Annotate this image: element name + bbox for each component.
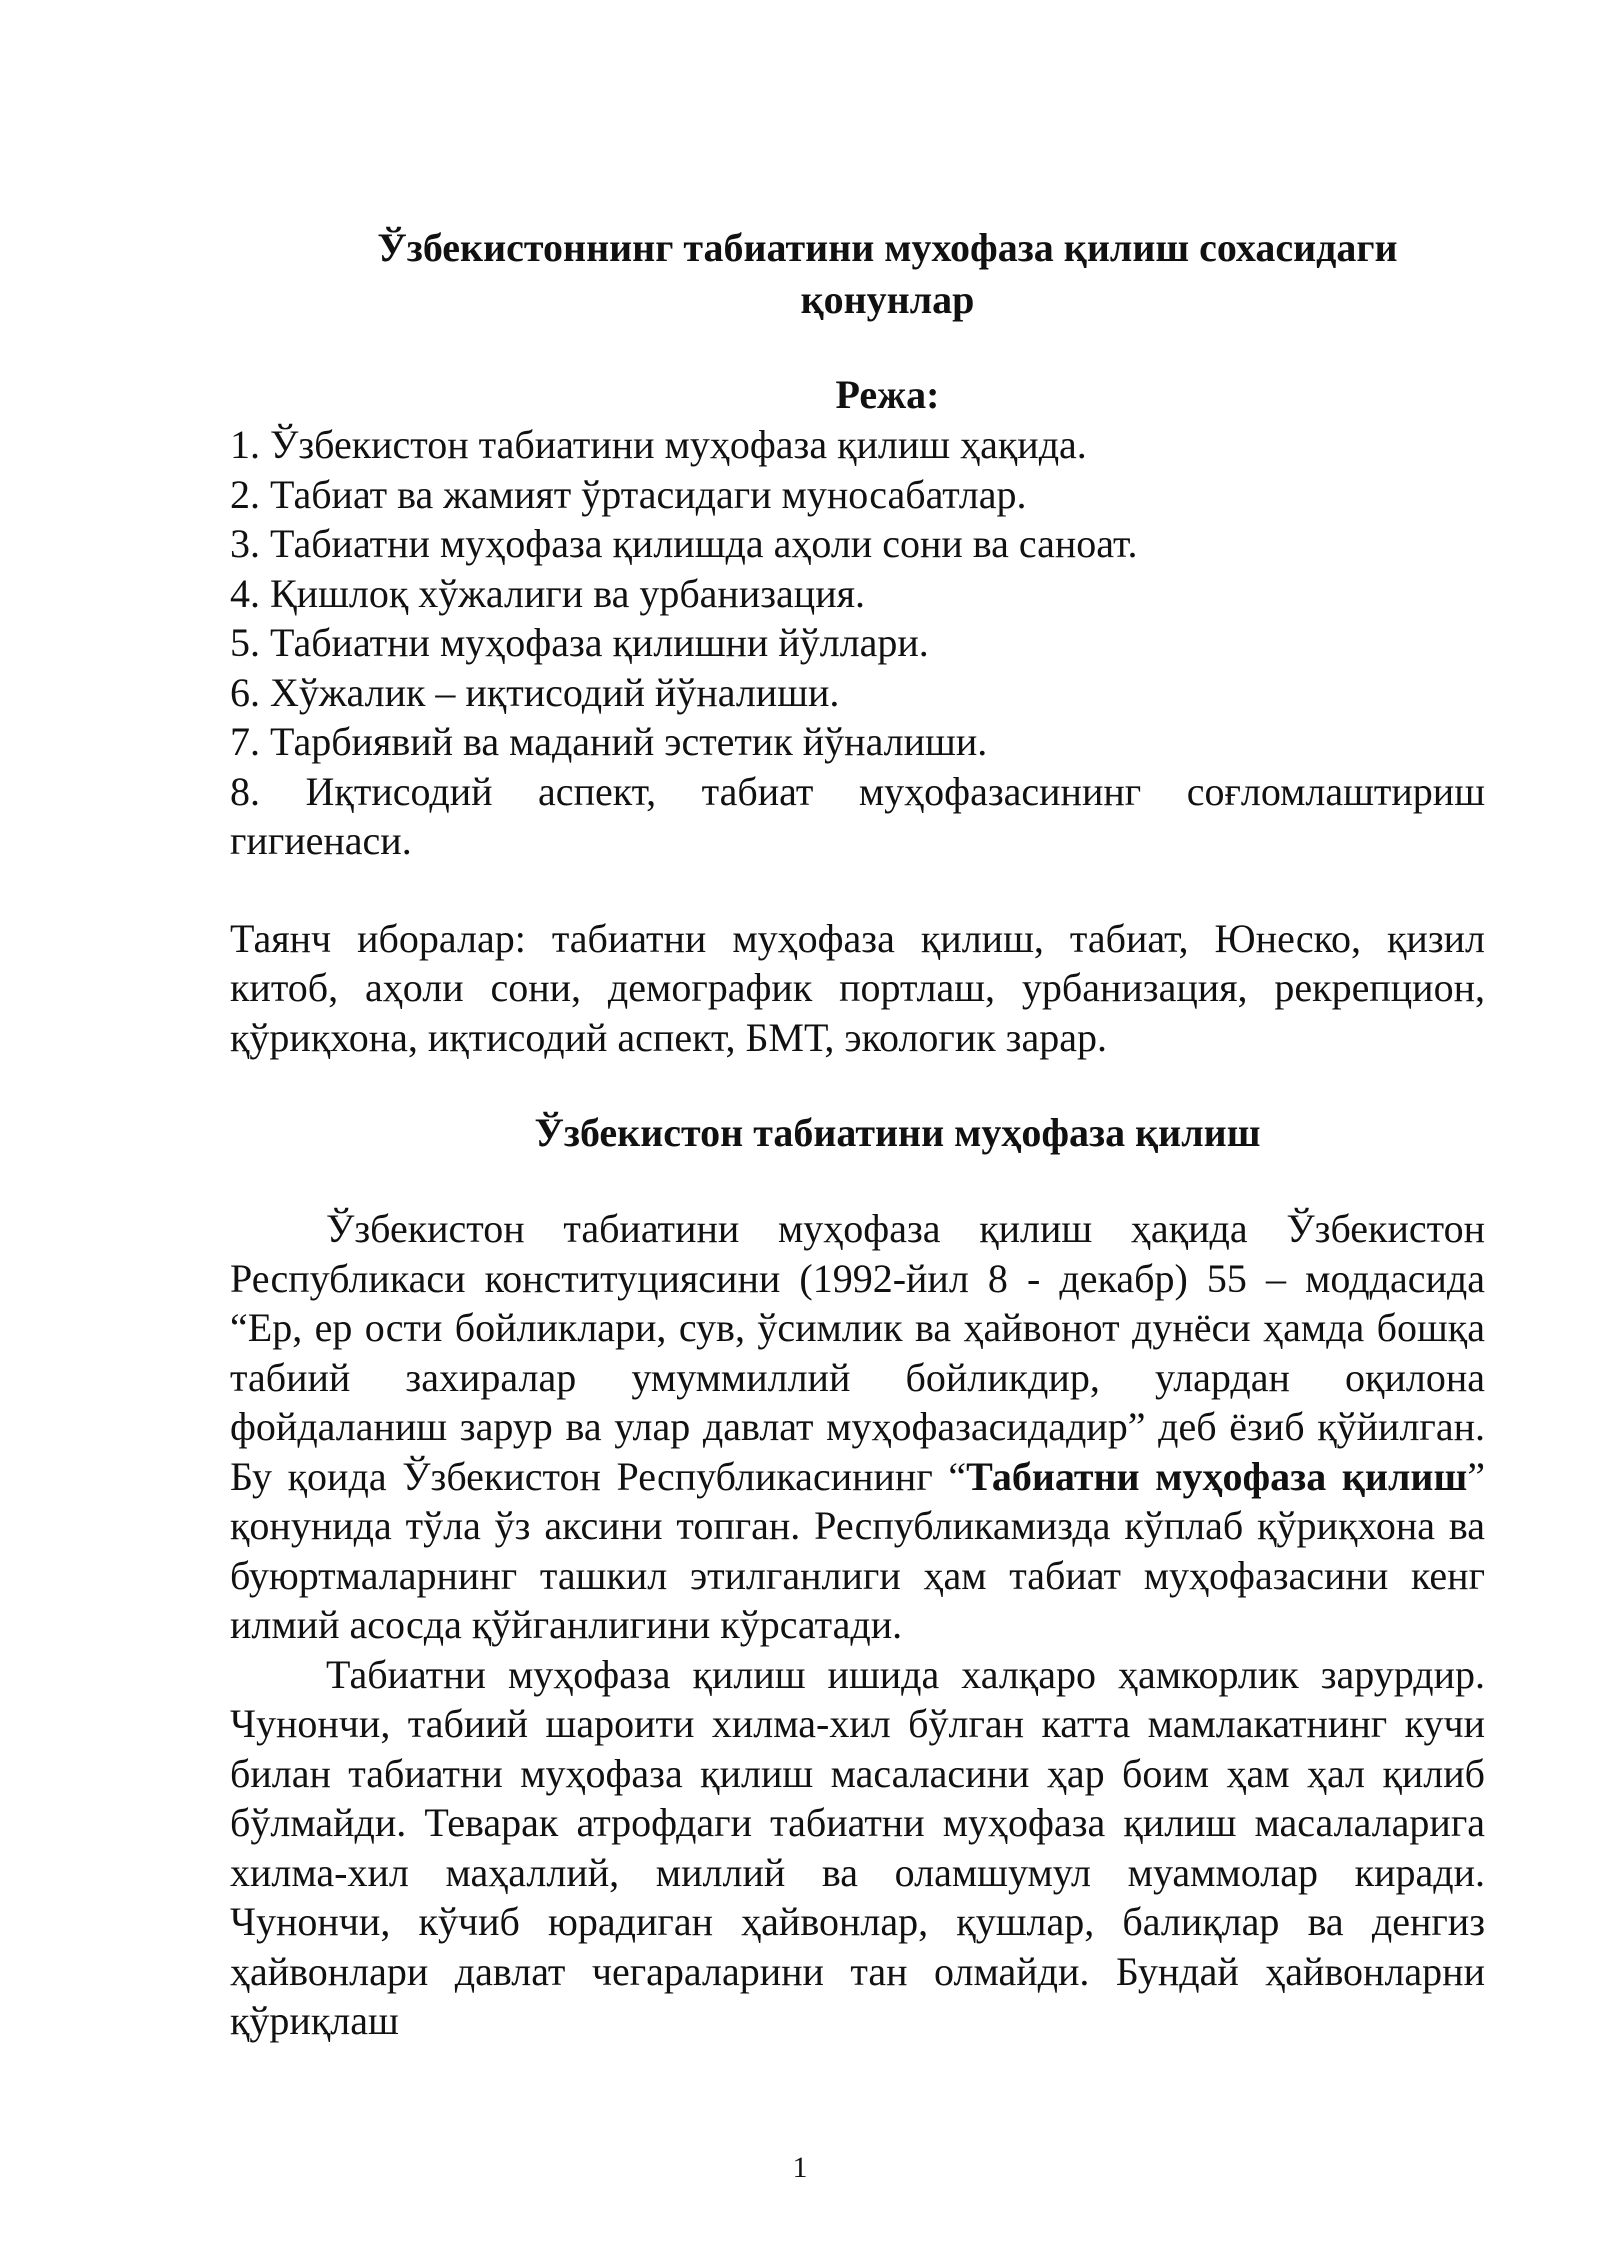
- paragraph-text: Ўзбекистон табиатини муҳофаза қилиш ҳақида Ўзбекистон Республикаси конституциясини (1992-йил 8 - декабр) 55 – моддасида “Ер, ер ости бойликлари, сув, ўсимлик ва ҳайвонот дунёси ҳамда бошқа табиий захиралар умуммиллий бойликдир, улардан оқилона фойдаланиш зарур ва улар давлат муҳофазасидадир” деб ёзиб қўйилган. Бу қоида Ўзбекистон Республикасининг “: [230, 1206, 1485, 1499]
- document-page: [230, 222, 1485, 2046]
- keywords-paragraph: Таянч иборалар: табиатни муҳофаза қилиш, табиат, Юнеско, қизил китоб, аҳоли сони, демографик портлаш, урбанизация, рекрепцион, қўриқхона, иқтисодий аспект, БМТ, экологик зарар.: [230, 915, 1485, 1060]
- law-name-bold: Табиатни муҳофаза қилиш: [966, 1453, 1468, 1499]
- document-title: Ўзбекистоннинг табиатини мухофаза қилиш сохасидаги қонунлар: [377, 225, 1398, 322]
- body-paragraph: Табиатни муҳофаза қилиш ишида халқаро ҳамкорлик зарурдир. Чунончи, табиий шароити хилма-хил бўлган катта мамлакатнинг кучи билан табиатни муҳофаза қилиш масаласини ҳар боим ҳам ҳал қилиб бўлмайди. Теварак атрофдаги табиатни муҳофаза қилиш масалаларига хилма-хил маҳаллий, миллий ва оламшумул муаммолар киради. Чунончи, кўчиб юрадиган ҳайвонлар, қушлар, балиқлар ва денгиз ҳайвонлари давлат чегараларини тан олмайди. Бундай ҳайвонларни қўриқлаш: [230, 1651, 1485, 2043]
- plan-item-number: 6.: [230, 669, 260, 715]
- plan-item-text: Табиатни муҳофаза қилишда аҳоли сони ва саноат.: [270, 521, 1138, 566]
- plan-item: [230, 519, 1485, 569]
- plan-item: [230, 767, 1485, 866]
- plan-item-number: 4.: [230, 570, 260, 616]
- plan-item: [230, 717, 1485, 767]
- paragraph-text: ” қонунида тўла ўз аксини топган. Республикамизда кўплаб қўриқхона ва буюртмаларнинг ташкил этилганлиги ҳам табиат муҳофазасини кенг илмий асосда қўйганлигини кўрсатади.: [230, 1453, 1485, 1647]
- plan-item-number: 2.: [230, 471, 260, 517]
- plan-item-text: Табиатни муҳофаза қилишни йўллари.: [270, 620, 929, 665]
- plan-item-number: 7.: [230, 719, 260, 764]
- plan-item: [230, 569, 1485, 619]
- plan-item-text: Табиат ва жамият ўртасидаги муносабатлар.: [270, 471, 1027, 517]
- plan-item-number: 3.: [230, 521, 260, 566]
- plan-list: [230, 420, 1485, 866]
- plan-item: [230, 618, 1485, 668]
- plan-item: [230, 668, 1485, 718]
- plan-item-text: Иқтисодий аспект, табиат муҳофазасининг соғломлаштириш гигиенаси.: [230, 768, 1486, 863]
- plan-item-number: 1.: [230, 422, 260, 467]
- plan-item-text: Хўжалик – иқтисодий йўналиши.: [270, 669, 840, 715]
- body-paragraph: [230, 1204, 1485, 1650]
- plan-item: [230, 420, 1485, 470]
- plan-item-text: Ўзбекистон табиатини муҳофаза қилиш ҳақида.: [270, 422, 1087, 467]
- plan-item-text: Тарбиявий ва маданий эстетик йўналиши.: [270, 719, 988, 764]
- plan-item: [230, 470, 1485, 520]
- section-heading: Ўзбекистон табиатини муҳофаза қилиш: [534, 1110, 1261, 1155]
- plan-heading: Режа:: [835, 372, 940, 417]
- plan-item-text: Қишлоқ хўжалиги ва урбанизация.: [270, 570, 865, 616]
- plan-item-number: 5.: [230, 620, 260, 665]
- page-number: 1: [792, 2151, 808, 2184]
- plan-item-number: 8.: [230, 768, 260, 814]
